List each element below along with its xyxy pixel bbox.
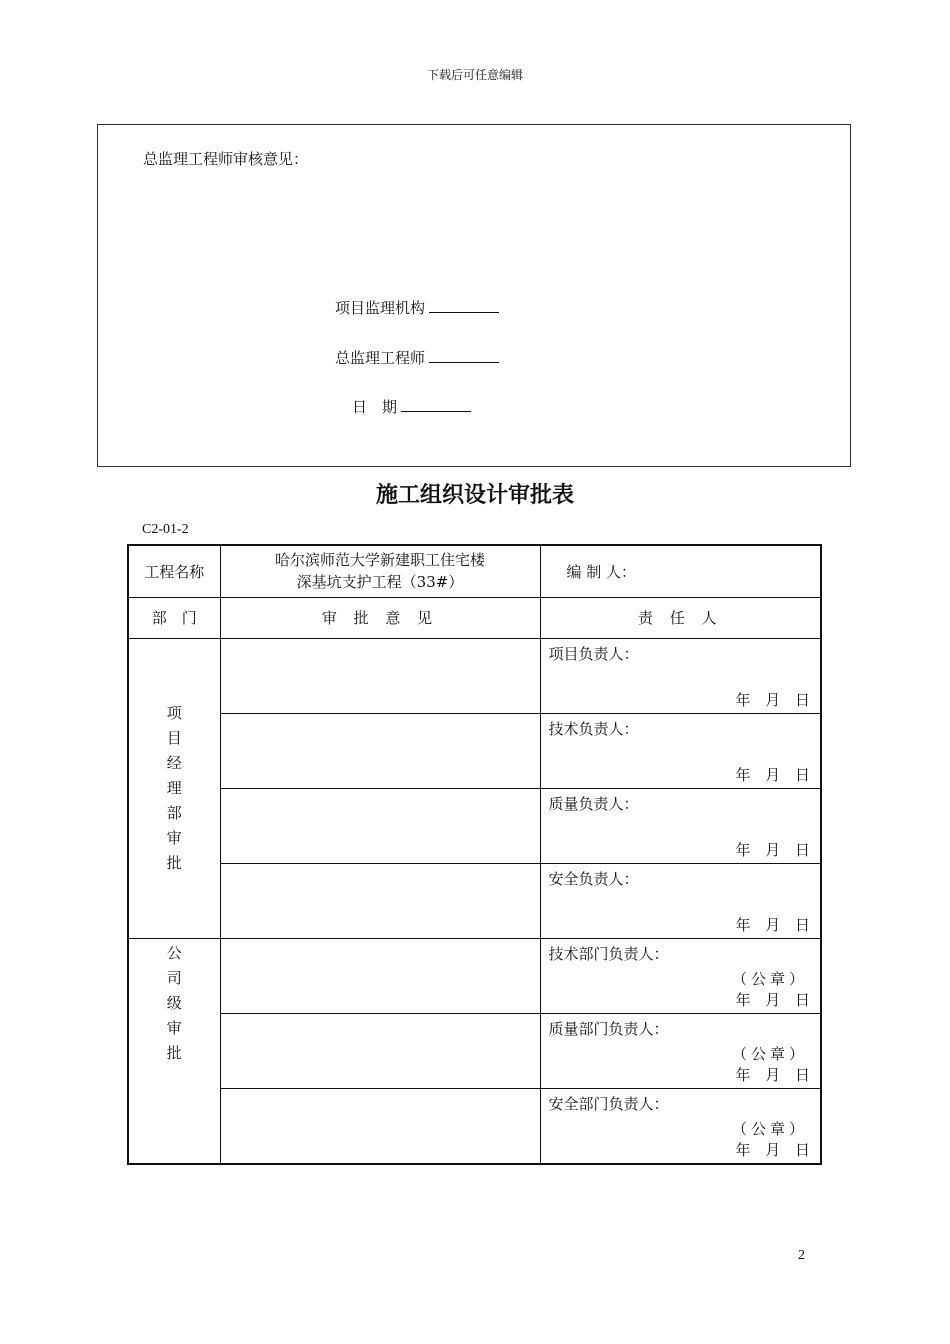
project-dept-char: 项 [166,703,182,722]
project-dept-char: 理 [166,778,182,797]
seal-text: （公章） [731,969,808,988]
responsible-label: 安全负责人： [548,869,639,888]
company-char: 审 [166,1018,182,1037]
opinion-cell[interactable] [220,638,540,713]
project-dept-char: 批 [166,853,182,872]
responsible-label: 质量部门负责人： [548,1019,669,1038]
responsible-cell[interactable] [540,938,821,1013]
opinion-cell[interactable] [220,1013,540,1088]
form-title: 施工组织设计审批表 [375,482,574,508]
company-char: 司 [166,968,182,987]
supervision-org-line [335,297,499,318]
supervision-org-label: 项目监理机构 [335,299,426,317]
responsible-cell[interactable] [540,1013,821,1088]
supervision-opinion-box [97,124,851,467]
responsible-cell[interactable] [540,713,821,788]
responsible-cell[interactable] [540,788,821,863]
project-dept-char: 经 [166,753,182,772]
supervision-engineer-label: 总监理工程师 [335,349,426,367]
company-char: 公 [166,943,182,962]
project-dept-char: 目 [166,728,182,747]
approval-table [127,544,822,1165]
header-department: 部 门 [128,597,220,638]
project-name-value [220,545,540,597]
responsible-cell[interactable] [540,638,821,713]
opinion-cell[interactable] [220,938,540,1013]
responsible-cell[interactable] [540,863,821,938]
opinion-cell[interactable] [220,863,540,938]
company-char: 级 [166,993,182,1012]
responsible-date: 年 月 日 [735,765,810,784]
supervision-org-blank[interactable] [429,298,499,313]
responsible-date: 年 月 日 [735,1140,810,1159]
header-note: 下载后可任意编辑 [426,68,523,82]
company-cell [128,938,220,1164]
project-name-line1: 哈尔滨师范大学新建职工住宅楼 [274,551,485,570]
compiler-label: 编 制 人： [540,545,821,597]
supervision-engineer-line [335,347,499,368]
responsible-date: 年 月 日 [735,990,810,1009]
header-opinion: 审 批 意 见 [220,597,540,638]
responsible-date: 年 月 日 [735,1065,810,1084]
page-number: 2 [798,1248,805,1263]
project-name-line2: 深基坑支护工程（33#） [296,573,464,592]
seal-text: （公章） [731,1044,808,1063]
responsible-label: 项目负责人： [548,644,639,663]
seal-text: （公章） [731,1119,808,1138]
project-dept-cell [128,638,220,938]
header-responsible: 责 任 人 [540,597,821,638]
project-dept-char: 审 [166,828,182,847]
responsible-date: 年 月 日 [735,690,810,709]
project-name-label: 工程名称 [128,545,220,597]
opinion-cell[interactable] [220,788,540,863]
supervision-date-label: 日 期 [352,398,398,416]
form-code: C2-01-2 [142,522,189,537]
supervision-opinion-title: 总监理工程师审核意见： [143,150,309,168]
responsible-label: 技术部门负责人： [548,944,669,963]
opinion-cell[interactable] [220,1088,540,1164]
responsible-label: 安全部门负责人： [548,1094,669,1113]
responsible-label: 质量负责人： [548,794,639,813]
opinion-cell[interactable] [220,713,540,788]
responsible-date: 年 月 日 [735,915,810,934]
supervision-engineer-blank[interactable] [429,348,499,363]
company-char: 批 [166,1043,182,1062]
responsible-cell[interactable] [540,1088,821,1164]
supervision-date-line [352,396,471,417]
responsible-date: 年 月 日 [735,840,810,859]
supervision-date-blank[interactable] [401,397,471,412]
project-dept-char: 部 [166,803,182,822]
responsible-label: 技术负责人： [548,719,639,738]
